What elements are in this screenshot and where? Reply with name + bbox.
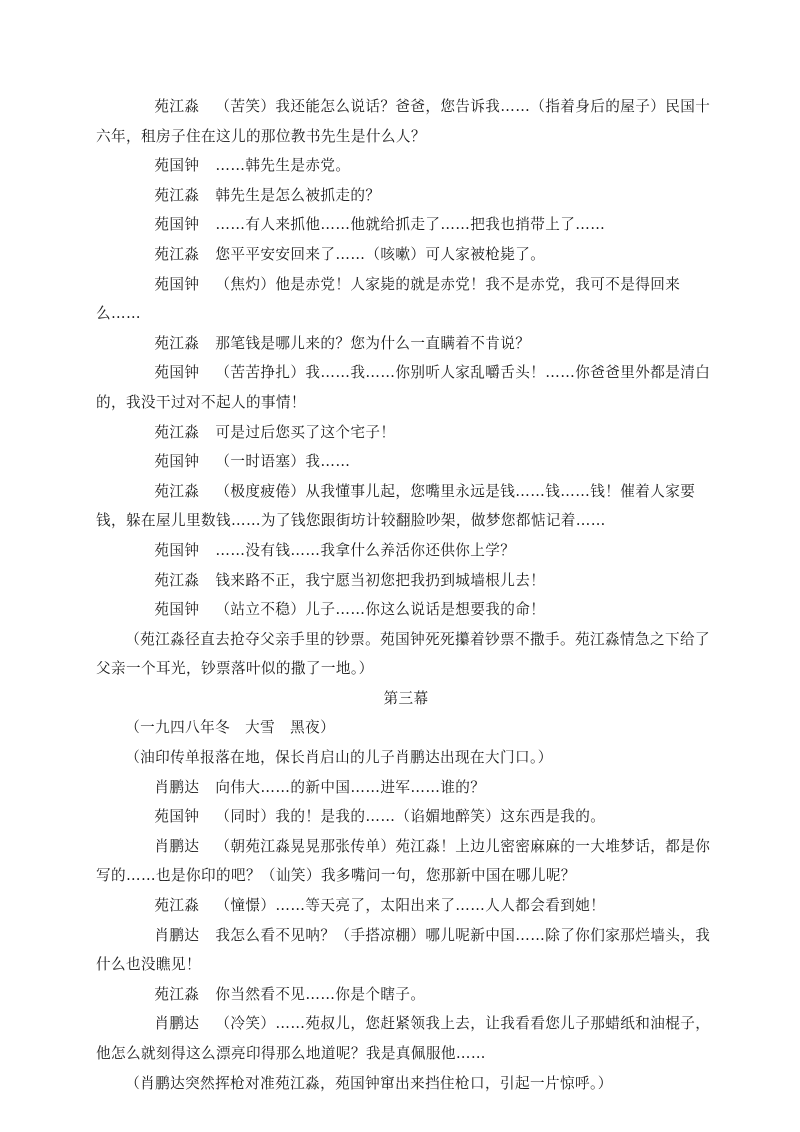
speaker-name: 苑江淼 [154, 423, 200, 441]
speaker-name: 苑国钟 [154, 216, 200, 234]
speaker-name: 苑国钟 [154, 453, 200, 471]
dialogue-line [96, 151, 716, 181]
dialogue-line [96, 270, 716, 329]
speaker-name: 肖鹏达 [154, 837, 200, 855]
speaker-name: 苑江淼 [154, 98, 200, 115]
dialogue-line [96, 447, 716, 477]
line-text: 韩先生是怎么被抓走的？ [215, 186, 381, 204]
line-text: 那笔钱是哪儿来的？您为什么一直瞒着不肯说？ [215, 334, 531, 352]
line-text: ……韩先生是赤党。 [215, 157, 351, 175]
line-text: ……有人来抓他……他就给抓走了……把我也捎带上了…… [215, 216, 606, 234]
speaker-name: 苑国钟 [154, 157, 200, 175]
dialogue-line [96, 477, 716, 536]
dialogue-line [96, 329, 716, 359]
stage-direction: （苑江淼径直去抢夺父亲手里的钞票。苑国钟死死攥着钞票不撒手。苑江淼情急之下给了父亲一个耳光，钞票落叶似的撒了一地。） [96, 630, 710, 678]
speaker-name: 苑江淼 [154, 482, 200, 500]
dialogue-line [96, 536, 716, 566]
line-text: （朝苑江淼晃晃那张传单）苑江淼！上边儿密密麻麻的一大堆梦话，都是你写的……也是你印的吧？（讪笑）我多嘴问一句，您那新中国在哪儿呢？ [96, 837, 711, 885]
dialogue-line [96, 921, 716, 980]
speaker-name: 肖鹏达 [154, 778, 200, 796]
line-text: （站立不稳）儿子……你这么说话是想要我的命！ [215, 601, 546, 619]
line-text: （一时语塞）我…… [215, 453, 351, 471]
speaker-name: 苑国钟 [154, 364, 200, 382]
line-text: ……没有钱……我拿什么养活你还供你上学？ [215, 541, 516, 559]
line-text: 钱来路不正，我宁愿当初您把我扔到城墙根儿去！ [215, 571, 546, 589]
dialogue-line [96, 418, 716, 448]
speaker-name: 苑国钟 [154, 541, 200, 559]
line-text: 向伟大……的新中国……进军……谁的？ [215, 778, 486, 796]
speaker-name: 苑江淼 [154, 897, 200, 915]
dialogue-line [96, 358, 716, 417]
line-text: （焦灼）他是赤党！人家毙的就是赤党！我不是赤党，我可不是得回来么…… [96, 275, 681, 323]
stage-direction: （一九四八年冬 大雪 黑夜） [125, 719, 336, 737]
line-text: 你当然看不见……你是个瞎子。 [215, 985, 426, 1003]
speaker-name: 苑国钟 [154, 808, 200, 826]
dialogue-line [96, 773, 716, 803]
speaker-name: 苑江淼 [154, 186, 200, 204]
line-text: （苦苦挣扎）我……我……你别听人家乱嚼舌头！……你爸爸里外都是清白的，我没干过对不起人的事情！ [96, 364, 711, 411]
line-text: 我怎么看不见呐？（手搭凉棚）哪儿呢新中国……除了你们家那烂墙头，我什么也没瞧见！ [96, 926, 711, 974]
act-heading: 第三幕 [383, 689, 429, 707]
stage-direction: （油印传单报落在地，保长肖启山的儿子肖鹏达出现在大门口。） [125, 749, 553, 767]
speaker-name: 肖鹏达 [154, 1015, 200, 1033]
stage-direction: （肖鹏达突然挥枪对准苑江淼，苑国钟窜出来挡住枪口，引起一片惊呼。） [125, 1074, 613, 1092]
line-text: 可是过后您买了这个宅子！ [215, 423, 396, 441]
dialogue-line [96, 832, 716, 891]
speaker-name: 肖鹏达 [154, 926, 200, 944]
dialogue-line [96, 566, 716, 596]
speaker-name: 苑国钟 [154, 275, 200, 293]
dialogue-line [96, 92, 716, 151]
dialogue-line [96, 980, 716, 1010]
line-text: （冷笑）……苑叔儿，您赶紧领我上去，让我看看您儿子那蜡纸和油棍子，他怎么就刻得这么漂亮印得那么地道呢？我是真佩服他…… [96, 1015, 711, 1062]
dialogue-line [96, 240, 716, 270]
line-text: （同时）我的！是我的……（谄媚地醉笑）这东西是我的。 [215, 808, 606, 826]
speaker-name: 苑江淼 [154, 571, 200, 589]
speaker-name: 苑江淼 [154, 334, 200, 352]
line-text: （极度疲倦）从我懂事儿起，您嘴里永远是钱……钱……钱！催着人家要钱，躲在屋儿里数钱……为了钱您跟街坊计较翻脸吵架，做梦您都惦记着…… [96, 482, 696, 530]
speaker-name: 苑国钟 [154, 601, 200, 619]
line-text: （憧憬）……等天亮了，太阳出来了……人人都会看到她！ [215, 897, 606, 915]
dialogue-line [96, 181, 716, 211]
line-text: （苦笑）我还能怎么说话？爸爸，您告诉我……（指着身后的屋子）民国十六年，租房子住在这儿的那位教书先生是什么人？ [96, 98, 711, 145]
script-text-body [96, 92, 716, 1098]
speaker-name: 苑江淼 [154, 985, 200, 1003]
dialogue-line [96, 210, 716, 240]
line-text: 您平平安安回来了……（咳嗽）可人家被枪毙了。 [215, 245, 546, 263]
dialogue-line [96, 1009, 716, 1068]
dialogue-line [96, 595, 716, 625]
dialogue-line [96, 891, 716, 921]
speaker-name: 苑江淼 [154, 245, 200, 263]
dialogue-line [96, 802, 716, 832]
